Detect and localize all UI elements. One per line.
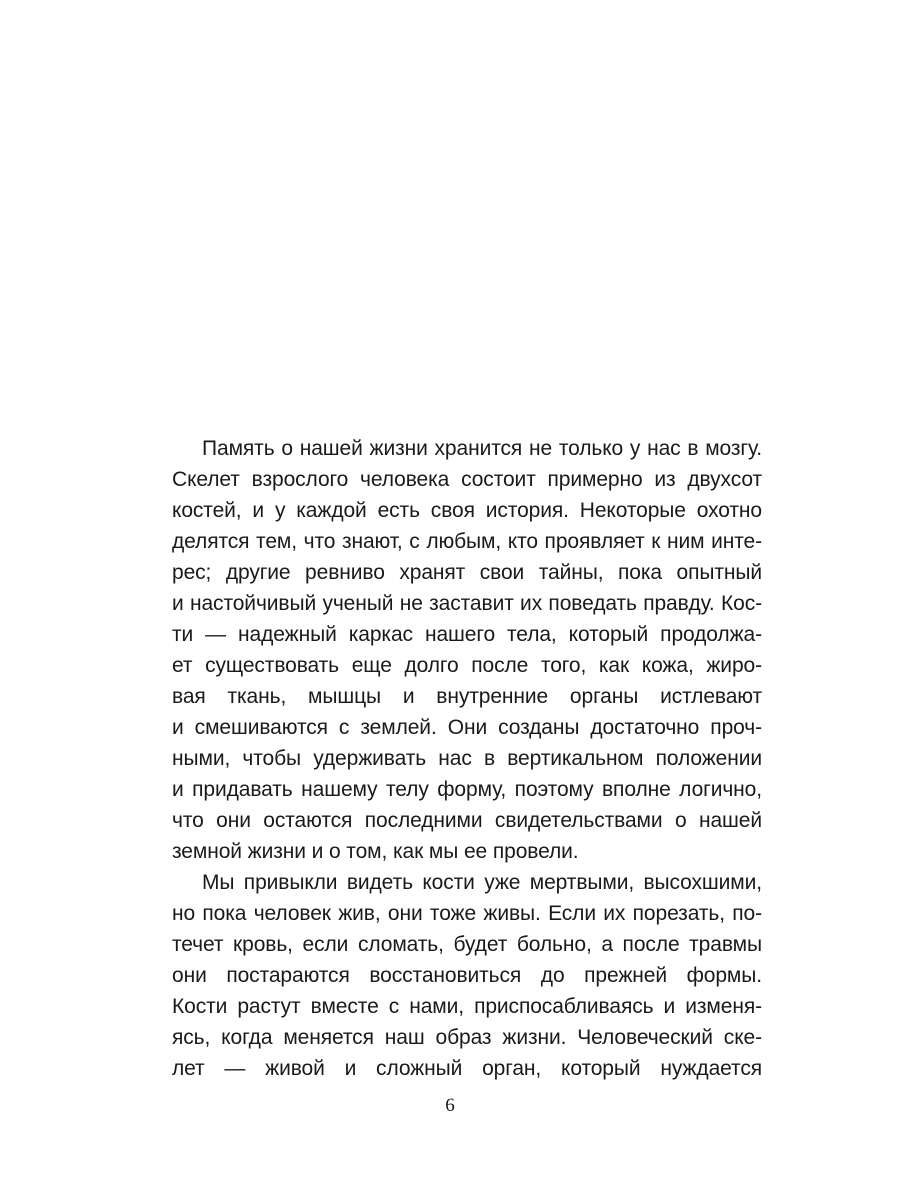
paragraph-1-line-9: вая ткань, мышцы и внутренние органы истлевают bbox=[172, 685, 762, 708]
paragraph-1-line-14: земной жизни и о том, как мы ее провели. bbox=[172, 840, 579, 863]
paragraph-2-line-7: лет — живой и сложный орган, который нуждается bbox=[172, 1057, 762, 1080]
paragraph-1-line-13: что они остаются последними свидетельствами о нашей bbox=[172, 809, 762, 832]
paragraph-1-line-4: делятся тем, что знают, с любым, кто проявляет к ним инте- bbox=[172, 530, 762, 553]
paragraph-2-line-6: ясь, когда меняется наш образ жизни. Человеческий ске- bbox=[172, 1026, 762, 1049]
paragraph-1-line-11: ными, чтобы удерживать нас в вертикальном положении bbox=[172, 747, 762, 770]
paragraph-2-line-1: Мы привыкли видеть кости уже мертвыми, высохшими, bbox=[202, 871, 762, 894]
paragraph-1-line-2: Скелет взрослого человека состоит примерно из двухсот bbox=[172, 468, 762, 491]
paragraph-1-line-10: и смешиваются с землей. Они созданы достаточно проч- bbox=[172, 716, 762, 739]
paragraph-1-line-12: и придавать нашему телу форму, поэтому вполне логично, bbox=[172, 778, 762, 801]
paragraph-1-line-5: рес; другие ревниво хранят свои тайны, пока опытный bbox=[172, 561, 762, 584]
paragraph-1-line-8: ет существовать еще долго после того, как кожа, жиро- bbox=[172, 654, 762, 677]
paragraph-1-line-6: и настойчивый ученый не заставит их поведать правду. Кос- bbox=[172, 592, 762, 615]
paragraph-2-line-4: они постараются восстановиться до прежней формы. bbox=[172, 964, 762, 987]
page-number: 6 bbox=[445, 1095, 455, 1116]
paragraph-1-line-7: ти — надежный каркас нашего тела, который продолжа- bbox=[172, 623, 762, 646]
paragraph-2-line-2: но пока человек жив, они тоже живы. Если их порезать, по- bbox=[172, 902, 762, 925]
paragraph-1-line-1: Память о нашей жизни хранится не только у нас в мозгу. bbox=[202, 437, 762, 460]
paragraph-1-line-3: костей, и у каждой есть своя история. Некоторые охотно bbox=[172, 499, 762, 522]
paragraph-2-line-5: Кости растут вместе с нами, приспосабливаясь и изменя- bbox=[172, 995, 762, 1018]
body-text bbox=[172, 433, 762, 1084]
paragraph-2-line-3: течет кровь, если сломать, будет больно, а после травмы bbox=[172, 933, 762, 956]
